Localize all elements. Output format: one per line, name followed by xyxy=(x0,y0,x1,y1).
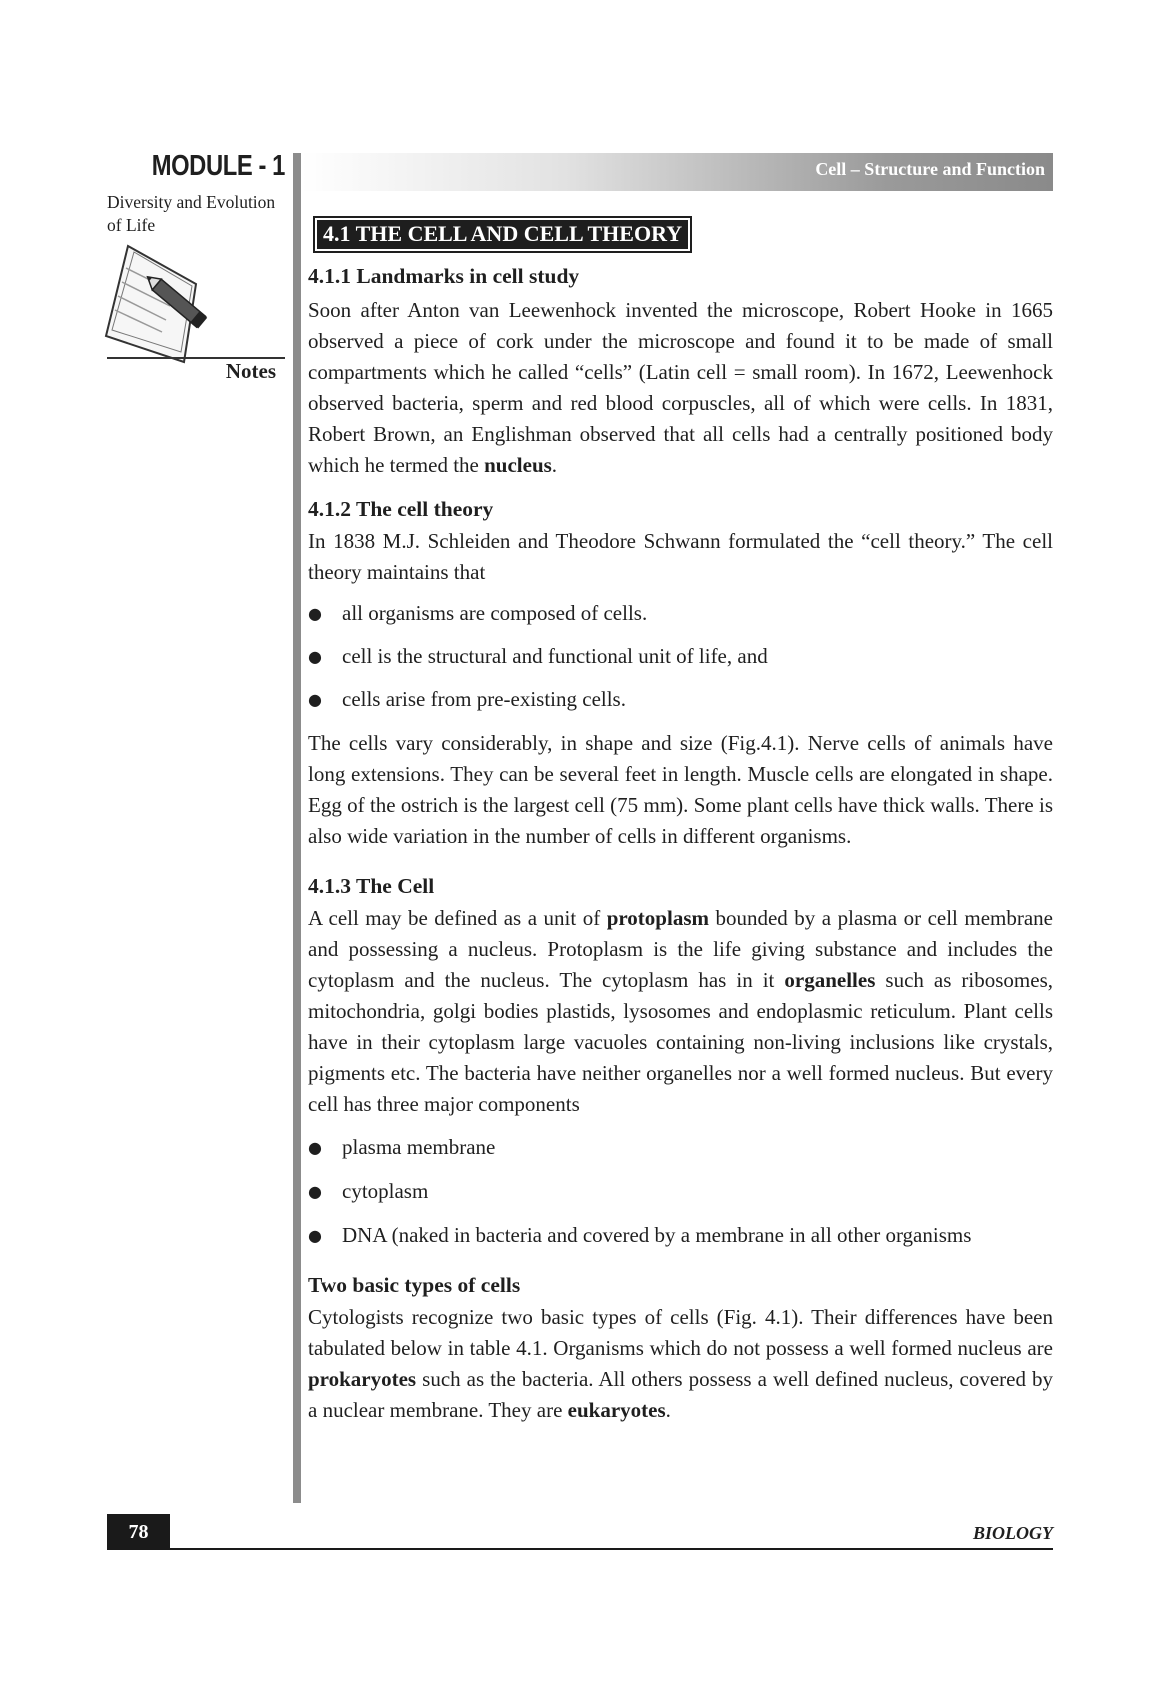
paragraph-the-cell: A cell may be defined as a unit of protoplasm bounded by a plasma or cell membrane and possessing a nucleus. Protoplasm is the life giving substance and includes the cytoplasm and the nucleus. The cytoplasm has in it organelles such as ribosomes, mitochondria, golgi bodies plastids, lysosomes and endoplasmic reticulum. Plant cells have in their cytoplasm large vacuoles containing non-living inclusions like crystals, pigments etc. The bacteria have neither organelles nor a well formed nucleus. But every cell has three major components xyxy=(308,906,1053,1116)
book-title: BIOLOGY xyxy=(973,1523,1053,1543)
heading-4-1-1: 4.1.1 Landmarks in cell study xyxy=(308,264,580,288)
main-content xyxy=(308,216,1053,1426)
term-nucleus: nucleus xyxy=(484,453,552,477)
term-eukaryotes: eukaryotes xyxy=(567,1398,666,1422)
paragraph-two-basic-types: Cytologists recognize two basic types of cells (Fig. 4.1). Their differences have been tabulated below in table 4.1. Organisms which do not possess a well formed nucleus are prokaryotes such as the bacteria. All others possess a well defined nucleus, covered by a nuclear membrane. They are eukaryotes. xyxy=(308,1305,1054,1422)
paragraph-cell-theory-intro: In 1838 M.J. Schleiden and Theodore Schwann formulated the “cell theory.” The cell theory maintains that xyxy=(308,529,1053,584)
heading-4-1-2: 4.1.2 The cell theory xyxy=(308,497,494,521)
chapter-title: Cell – Structure and Function xyxy=(815,159,1045,179)
list-item: ● cell is the structural and functional unit of life, and xyxy=(308,641,1053,672)
cell-theory-list xyxy=(308,598,1053,715)
module-title: MODULE - 1 xyxy=(151,150,285,182)
margin-divider xyxy=(293,153,301,1503)
section-title: 4.1 THE CELL AND CELL THEORY xyxy=(313,216,692,253)
module-subtitle xyxy=(107,191,287,237)
components-list xyxy=(308,1132,1053,1251)
chapter-header-bar xyxy=(301,153,1053,191)
page-number: 78 xyxy=(107,1514,170,1550)
notes-label: Notes xyxy=(225,359,276,383)
term-prokaryotes: prokaryotes xyxy=(308,1367,417,1391)
heading-two-basic-types: Two basic types of cells xyxy=(308,1273,521,1297)
module-subtitle-line1: Diversity and Evolution xyxy=(107,192,276,212)
paragraph-cell-variation: The cells vary considerably, in shape and size (Fig.4.1). Nerve cells of animals have long extensions. They can be several feet in length. Muscle cells are elongated in shape. Egg of the ostrich is the largest cell (75 mm). Some plant cells have thick walls. There is also wide variation in the number of cells in different organisms. xyxy=(308,731,1053,848)
paragraph-landmarks: Soon after Anton van Leewenhock invented the microscope, Robert Hooke in 1665 observed a piece of cork under the microscope and found it to be made of small compartments which he called “cells” (Latin cell = small room). In 1672, Leewenhock observed bacteria, sperm and red blood corpuscles, all of which were cells. In 1831, Robert Brown, an Englishman observed that all cells had a centrally positioned body which he termed the nucleus. xyxy=(308,298,1053,477)
term-protoplasm: protoplasm xyxy=(606,906,709,930)
heading-4-1-3: 4.1.3 The Cell xyxy=(308,874,435,898)
module-subtitle-line2: of Life xyxy=(107,215,156,235)
list-item: ● cytoplasm xyxy=(308,1176,1053,1207)
term-organelles: organelles xyxy=(784,968,876,992)
list-item: ● plasma membrane xyxy=(308,1132,1053,1163)
list-item: ● cells arise from pre-existing cells. xyxy=(308,684,1053,715)
list-item: ● all organisms are composed of cells. xyxy=(308,598,1053,629)
notepad-pencil-icon xyxy=(104,244,224,372)
list-item: ● DNA (naked in bacteria and covered by a membrane in all other organisms xyxy=(308,1220,1053,1251)
footer-rule xyxy=(170,1548,1053,1550)
